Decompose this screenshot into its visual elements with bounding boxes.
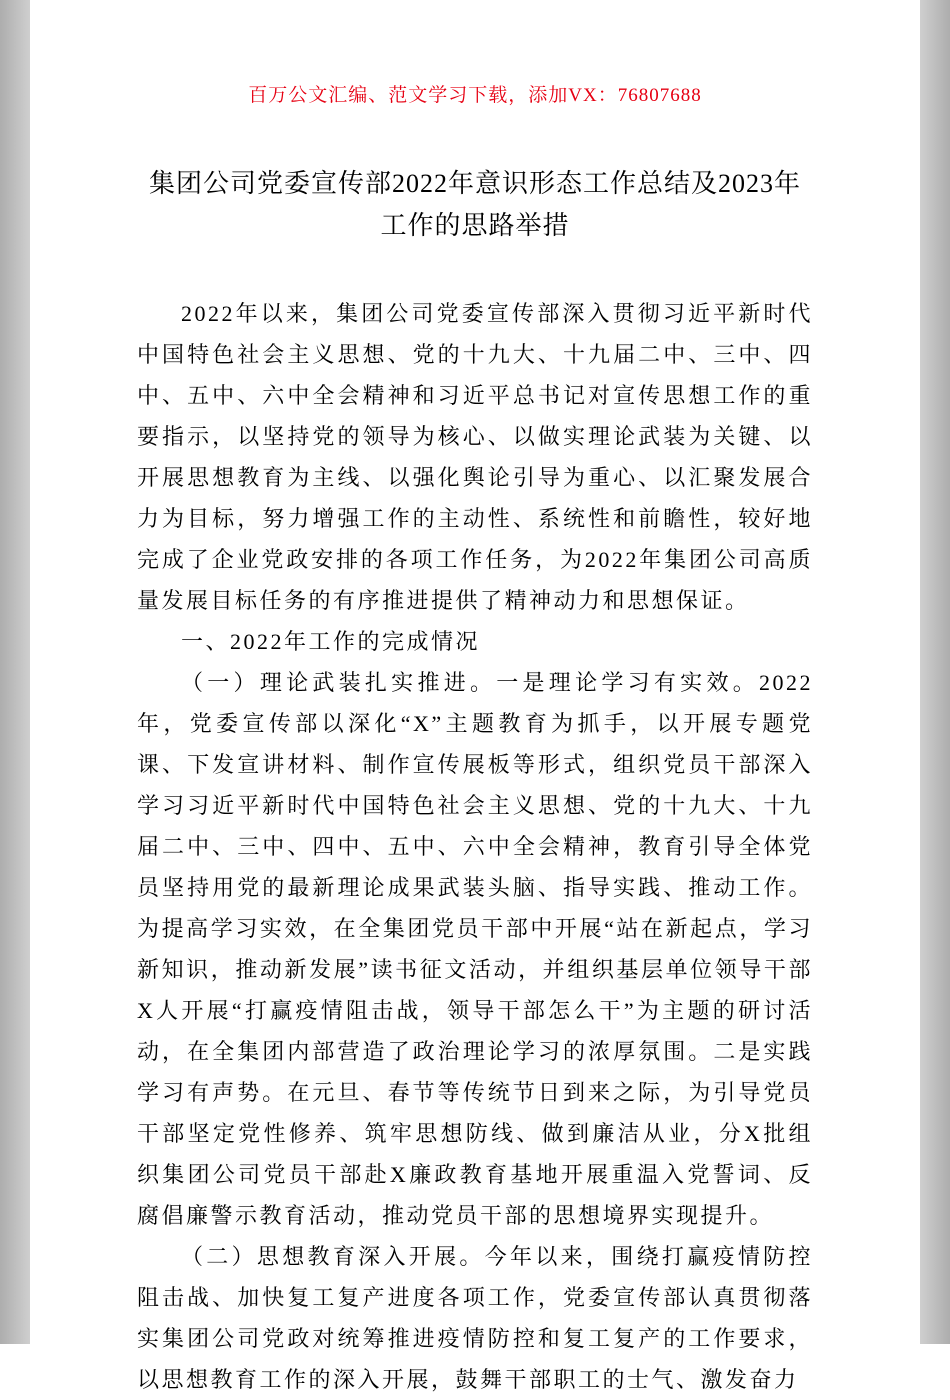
paragraph-section-1-1: （一）理论武装扎实推进。一是理论学习有实效。2022年，党委宣传部以深化“X”主题教育为抓手，以开展专题党课、下发宣讲材料、制作宣传展板等形式，组织党员干部深入学习习近平新时代中国特色社会主义思想、党的十九大、十九届二中、三中、四中、五中、六中全会精神，教育引导全体党员坚持用党的最新理论成果武装头脑、指导实践、推动工作。为提高学习实效，在全集团党员干部中开展“站在新起点，学习新知识，推动新发展”读书征文活动，并组织基层单位领导干部X人开展“打赢疫情阻击战，领导干部怎么干”为主题的研讨活动，在全集团内部营造了政治理论学习的浓厚氛围。二是实践学习有声势。在元旦、春节等传统节日到来之际，为引导党员干部坚定党性修养、筑牢思想防线、做到廉洁从业，分X批组织集团公司党员干部赴X廉政教育基地开展重温入党誓词、反腐倡廉警示教育活动，推动党员干部的思想境界实现提升。 xyxy=(137,670,813,1228)
promo-notice: 百万公文汇编、范文学习下载，添加VX：76807688 xyxy=(248,85,702,106)
document-body xyxy=(137,293,813,1400)
page-right-border xyxy=(920,0,950,1344)
section-heading-1: 一、2022年工作的完成情况 xyxy=(181,629,481,654)
page-left-border xyxy=(0,0,30,1344)
document-title: 集团公司党委宣传部2022年意识形态工作总结及2023年工作的思路举措 xyxy=(148,169,801,240)
paragraph-intro: 2022年以来，集团公司党委宣传部深入贯彻习近平新时代中国特色社会主义思想、党的十九大、十九届二中、三中、四中、五中、六中全会精神和习近平总书记对宣传思想工作的重要指示，以坚持党的领导为核心、以做实理论武装为关键、以开展思想教育为主线、以强化舆论引导为重心、以汇聚发展合力为目标，努力增强工作的主动性、系统性和前瞻性，较好地完成了企业党政安排的各项工作任务，为2022年集团公司高质量发展目标任务的有序推进提供了精神动力和思想保证。 xyxy=(137,301,813,613)
paragraph-section-1-2: （二）思想教育深入开展。今年以来，围绕打赢疫情防控阻击战、加快复工复产进度各项工作，党委宣传部认真贯彻落实集团公司党政对统筹推进疫情防控和复工复产的工作要求，以思想教育工作的深入开展，鼓舞干部职工的士气、激发奋力 xyxy=(137,1244,813,1392)
document-page xyxy=(137,0,813,1400)
